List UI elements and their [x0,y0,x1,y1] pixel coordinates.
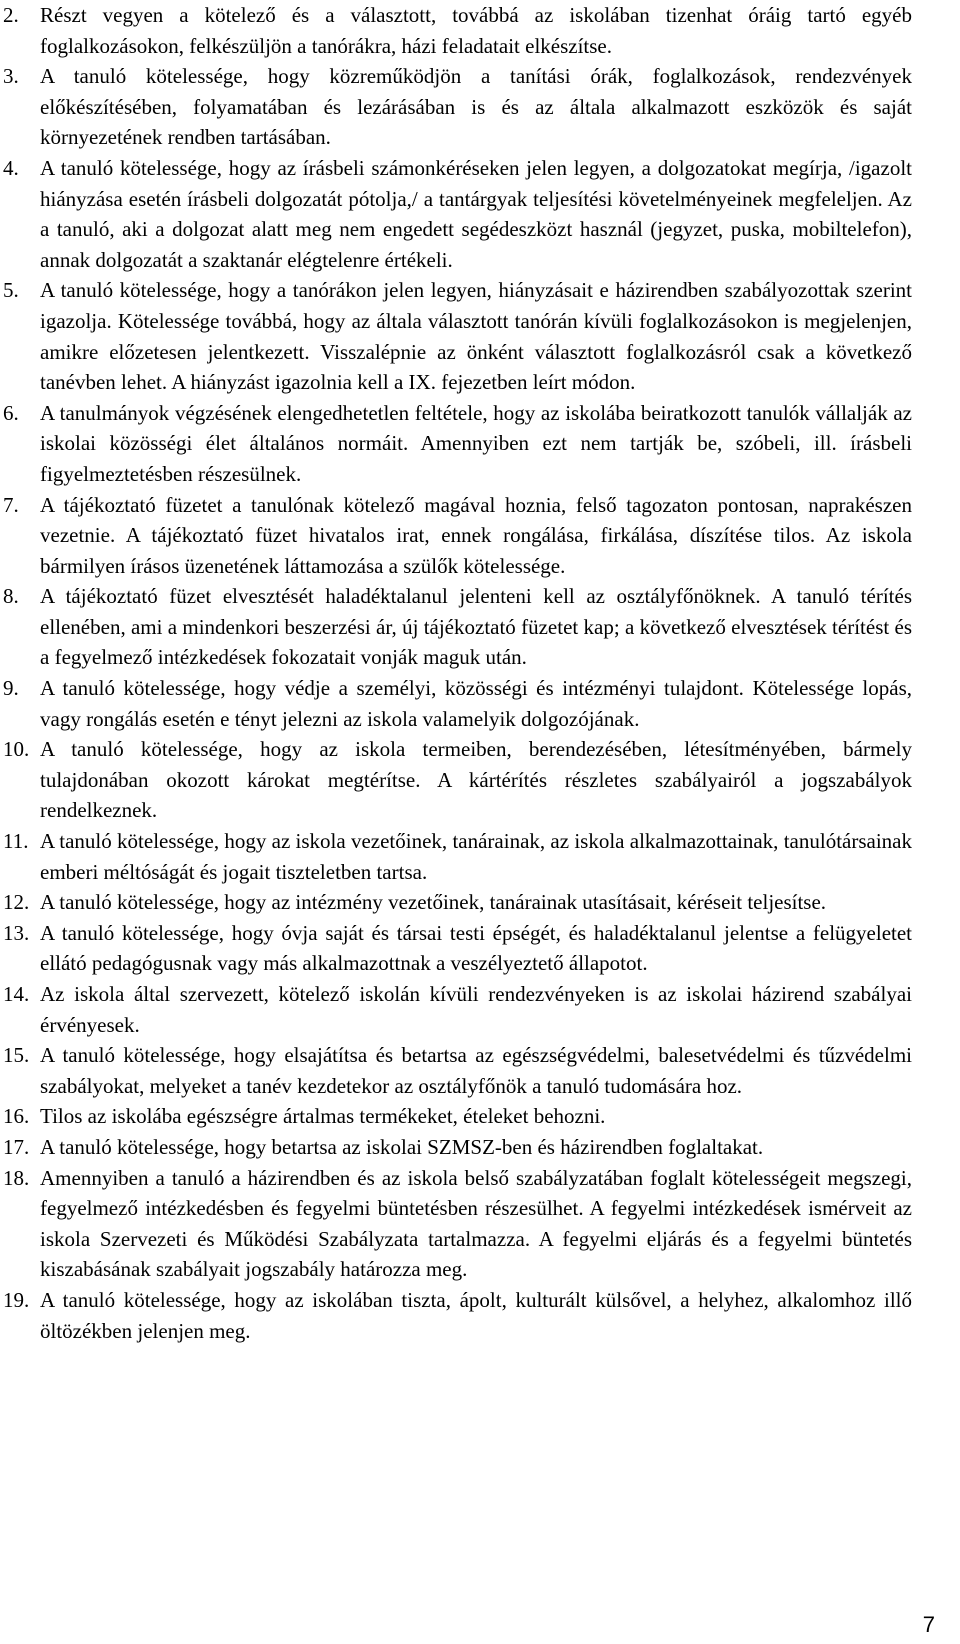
list-item [0,275,912,397]
item-number: 12. [3,890,30,915]
list-item [0,398,912,490]
item-text: A tájékoztató füzetet a tanulónak kötelező magával hoznia, felső tagozaton pontosan, naprakészen vezetnie. A tájékoztató füzet hivatalos irat, ennek rongálása, firkálása, díszítése tilos. Az iskola bármilyen írásos üzenetének láttamozása a szülők kötelessége. [40,492,912,578]
list-item [0,490,912,582]
item-text: A tanuló kötelessége, hogy elsajátítsa és betartsa az egészségvédelmi, balesetvédelmi és tűzvédelmi szabályokat, melyeket a tanév kezdetekor az osztályfőnök a tanuló tudomására hoz. [40,1043,912,1098]
list-item [0,918,912,979]
list-item [0,1040,912,1101]
list-item [0,673,912,734]
item-number: 13. [3,920,30,945]
item-number: 16. [3,1104,30,1129]
item-number: 10. [3,737,30,762]
item-number: 19. [3,1287,30,1312]
item-number: 18. [3,1165,30,1190]
item-number: 9. [3,676,19,701]
list-item [0,1285,912,1346]
list-item [0,61,912,153]
item-text: Amennyiben a tanuló a házirendben és az iskola belső szabályzatában foglalt kötelességeit megszegi, fegyelmező intézkedésben és fegyelmi büntetésben részesülhet. A fegyelmi intézkedések ismérveit az iskola Szervezeti és Működési Szabályzata tartalmazza. A fegyelmi eljárás és a fegyelmi büntetés kiszabásának szabályait jogszabály határozza meg. [40,1165,912,1282]
item-text: A tanuló kötelessége, hogy az intézmény vezetőinek, tanárainak utasításait, kéréseit teljesítse. [40,890,827,915]
list-item [0,1132,912,1163]
item-text: Tilos az iskolába egészségre ártalmas termékeket, ételeket behozni. [40,1104,606,1129]
list-item [0,581,912,673]
item-text: A tanuló kötelessége, hogy közreműködjön a tanítási órák, foglalkozások, rendezvények előkészítésében, folyamatában és lezárásában is és az általa alkalmazott eszközök és saját környezetének rendben tartásában. [40,64,912,150]
list-item [0,1101,912,1132]
item-text: A tanuló kötelessége, hogy az iskola vezetőinek, tanárainak, az iskola alkalmazottainak, tanulótársainak emberi méltóságát és jogait tiszteletben tartsa. [40,829,912,884]
item-number: 7. [3,492,19,517]
list-item [0,979,912,1040]
item-text: Részt vegyen a kötelező és a választott, továbbá az iskolában tizenhat óráig tartó egyéb foglalkozásokon, felkészüljön a tanórákra, házi feladatait elkészítse. [40,3,912,58]
list-item [0,887,912,918]
item-text: A tanuló kötelessége, hogy az iskolában tiszta, ápolt, kulturált külsővel, a helyhez, alkalomhoz illő öltözékben jelenjen meg. [40,1287,912,1343]
item-number: 14. [3,982,30,1006]
item-number: 17. [3,1134,30,1159]
item-number: 15. [3,1043,30,1068]
item-text: A tanuló kötelessége, hogy óvja saját és társai testi épségét, és haladéktalanul jelentse a felügyeletet ellátó pedagógusnak vagy más alkalmazottnak a veszélyeztető állapotot. [40,920,912,976]
list-item [0,0,912,61]
item-number: 2. [3,3,19,27]
list-item [0,1163,912,1285]
item-text: A tanuló kötelessége, hogy betartsa az iskolai SZMSZ-ben és házirendben foglaltakat. [40,1134,764,1159]
list-item [0,734,912,826]
item-number: 11. [3,829,29,854]
item-text: A tanulmányok végzésének elengedhetetlen feltétele, hogy az iskolába beiratkozott tanulók vállalják az iskolai közösségi élet általános normáit. Amennyiben ezt nem tartják be, szóbeli, ill. írásbeli figyelmeztetésben részesülnek. [40,400,912,486]
item-number: 5. [3,278,19,303]
item-text: A tanuló kötelessége, hogy védje a személyi, közösségi és intézményi tulajdont. Kötelessége lopás, vagy rongálás esetén e tényt jelezni az iskola valamelyik dolgozójának. [40,676,912,731]
list-item [0,153,912,275]
item-text: A tanuló kötelessége, hogy az írásbeli számonkéréseken jelen legyen, a dolgozatokat megírja, /igazolt hiányzása esetén írásbeli dolgozatát pótolja,/ a tantárgyak teljesítési követelményeinek megfeleljen. Az a tanuló, aki a dolgozat alatt meg nem engedett segédeszközt használ (jegyzet, puska, mobiltelefon), annak dolgozatát a szaktanár elégtelenre értékeli. [40,155,912,272]
item-number: 6. [3,400,19,425]
list-item [0,826,912,887]
item-text: A tájékoztató füzet elvesztését haladéktalanul jelenteni kell az osztályfőnöknek. A tanuló térítés ellenében, ami a mindenkori beszerzési ár, új tájékoztató füzetet kap; a következő elvesztések térítést és a fegyelmező intézkedések fokozatait vonják maguk után. [40,584,912,670]
item-number: 8. [3,584,19,609]
page-number: 7 [922,1612,935,1637]
item-text: Az iskola által szervezett, kötelező iskolán kívüli rendezvényeken is az iskolai házirend szabályai érvényesek. [40,982,912,1037]
item-text: A tanuló kötelessége, hogy az iskola termeiben, berendezésében, létesítményében, bármely tulajdonában okozott károkat megtérítse. A kártérítés részletes szabályairól a jogszabályok rendelkeznek. [40,737,912,823]
item-number: 4. [3,155,19,180]
item-text: A tanuló kötelessége, hogy a tanórákon jelen legyen, hiányzásait e házirendben szabályozottak szerint igazolja. Kötelessége továbbá, hogy az általa választott tanórán kívüli foglalkozásokon is megjelenjen, amikre előzetesen jelentkezett. Visszalépnie az önként választott foglalkozásról csak a következő tanévben lehet. A hiányzást igazolnia kell a IX. fejezetben leírt módon. [40,278,912,395]
item-number: 3. [3,64,19,89]
